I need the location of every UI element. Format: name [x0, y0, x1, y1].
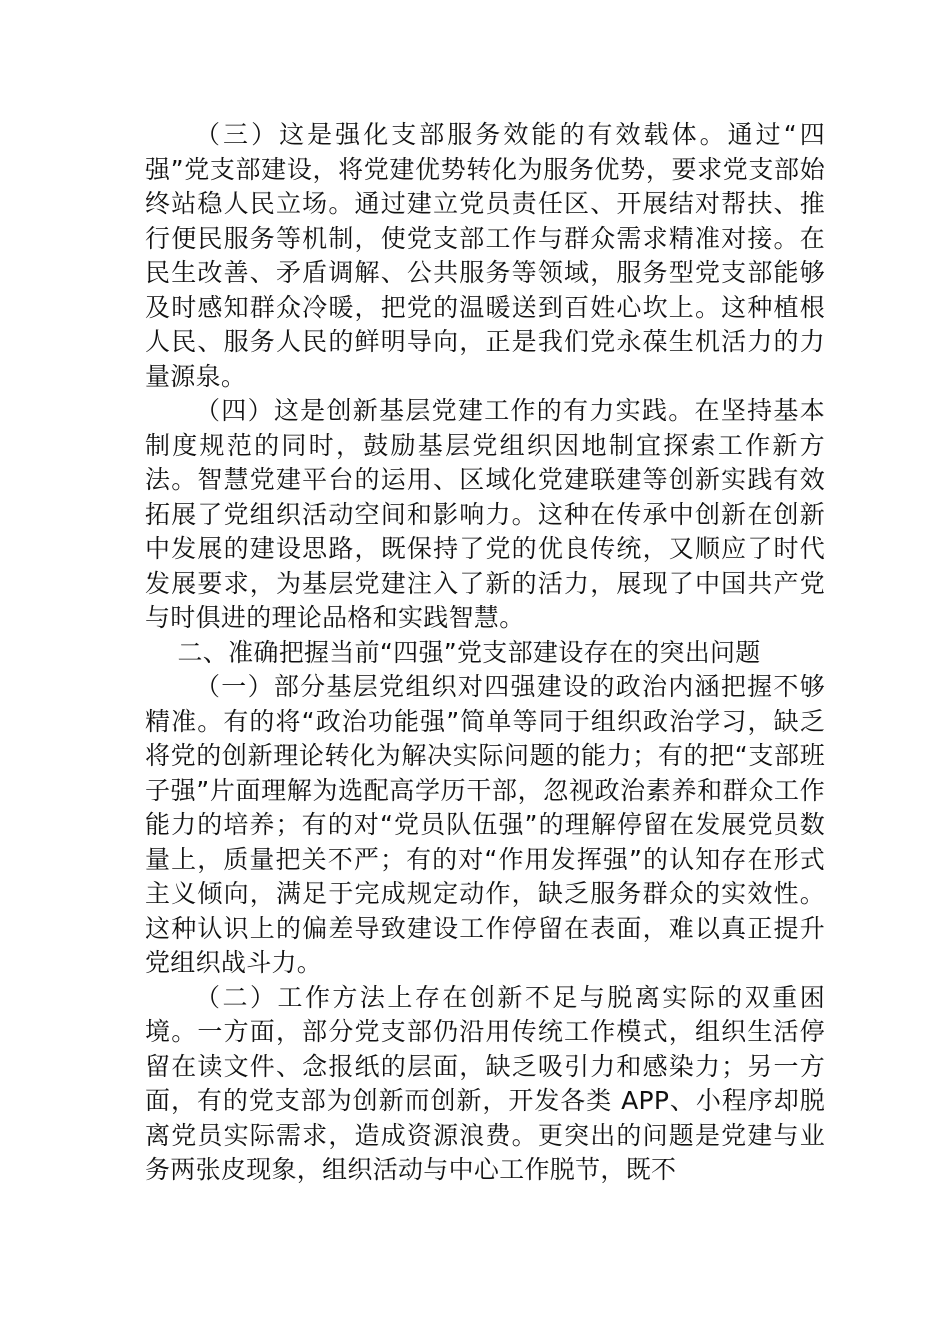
paragraph-section-three: （三）这是强化支部服务效能的有效载体。通过“四强”党支部建设，将党建优势转化为服务优势，要求党支部始终站稳人民立场。通过建立党员责任区、开展结对帮扶、推行便民服务等机制，使党支部工作与群众需求精准对接。在民生改善、矛盾调解、公共服务等领域，服务型党支部能够及时感知群众冷暖，把党的温暖送到百姓心坎上。这种植根人民、服务人民的鲜明导向，正是我们党永葆生机活力的力量源泉。	[145, 120, 825, 391]
paragraph-section-four: （四）这是创新基层党建工作的有力实践。在坚持基本制度规范的同时，鼓励基层党组织因地制宜探索工作新方法。智慧党建平台的运用、区域化党建联建等创新实践有效拓展了党组织活动空间和影响力。这种在传承中创新在创新中发展的建设思路，既保持了党的优良传统，又顺应了时代发展要求，为基层党建注入了新的活力，展现了中国共产党与时俱进的理论品格和实践智慧。	[145, 396, 825, 632]
paragraph-problem-one: （一）部分基层党组织对四强建设的政治内涵把握不够精准。有的将“政治功能强”简单等同于组织政治学习，缺乏将党的创新理论转化为解决实际问题的能力；有的把“支部班子强”片面理解为选配高学历干部，忽视政治素养和群众工作能力的培养；有的对“党员队伍强”的理解停留在发展党员数量上，质量把关不严；有的对“作用发挥强”的认知存在形式主义倾向，满足于完成规定动作，缺乏服务群众的实效性。这种认识上的偏差导致建设工作停留在表面，难以真正提升党组织战斗力。	[145, 672, 825, 977]
document-body	[145, 118, 825, 1188]
section-heading-two: 二、准确把握当前“四强”党支部建设存在的突出问题	[177, 637, 761, 667]
paragraph-problem-two: （二）工作方法上存在创新不足与脱离实际的双重困境。一方面，部分党支部仍沿用传统工作模式，组织生活停留在读文件、念报纸的层面，缺乏吸引力和感染力；另一方面，有的党支部为创新而创新，开发各类 APP、小程序却脱离党员实际需求，造成资源浪费。更突出的问题是党建与业务两张皮现象，组织活动与中心工作脱节，既不	[145, 982, 825, 1184]
